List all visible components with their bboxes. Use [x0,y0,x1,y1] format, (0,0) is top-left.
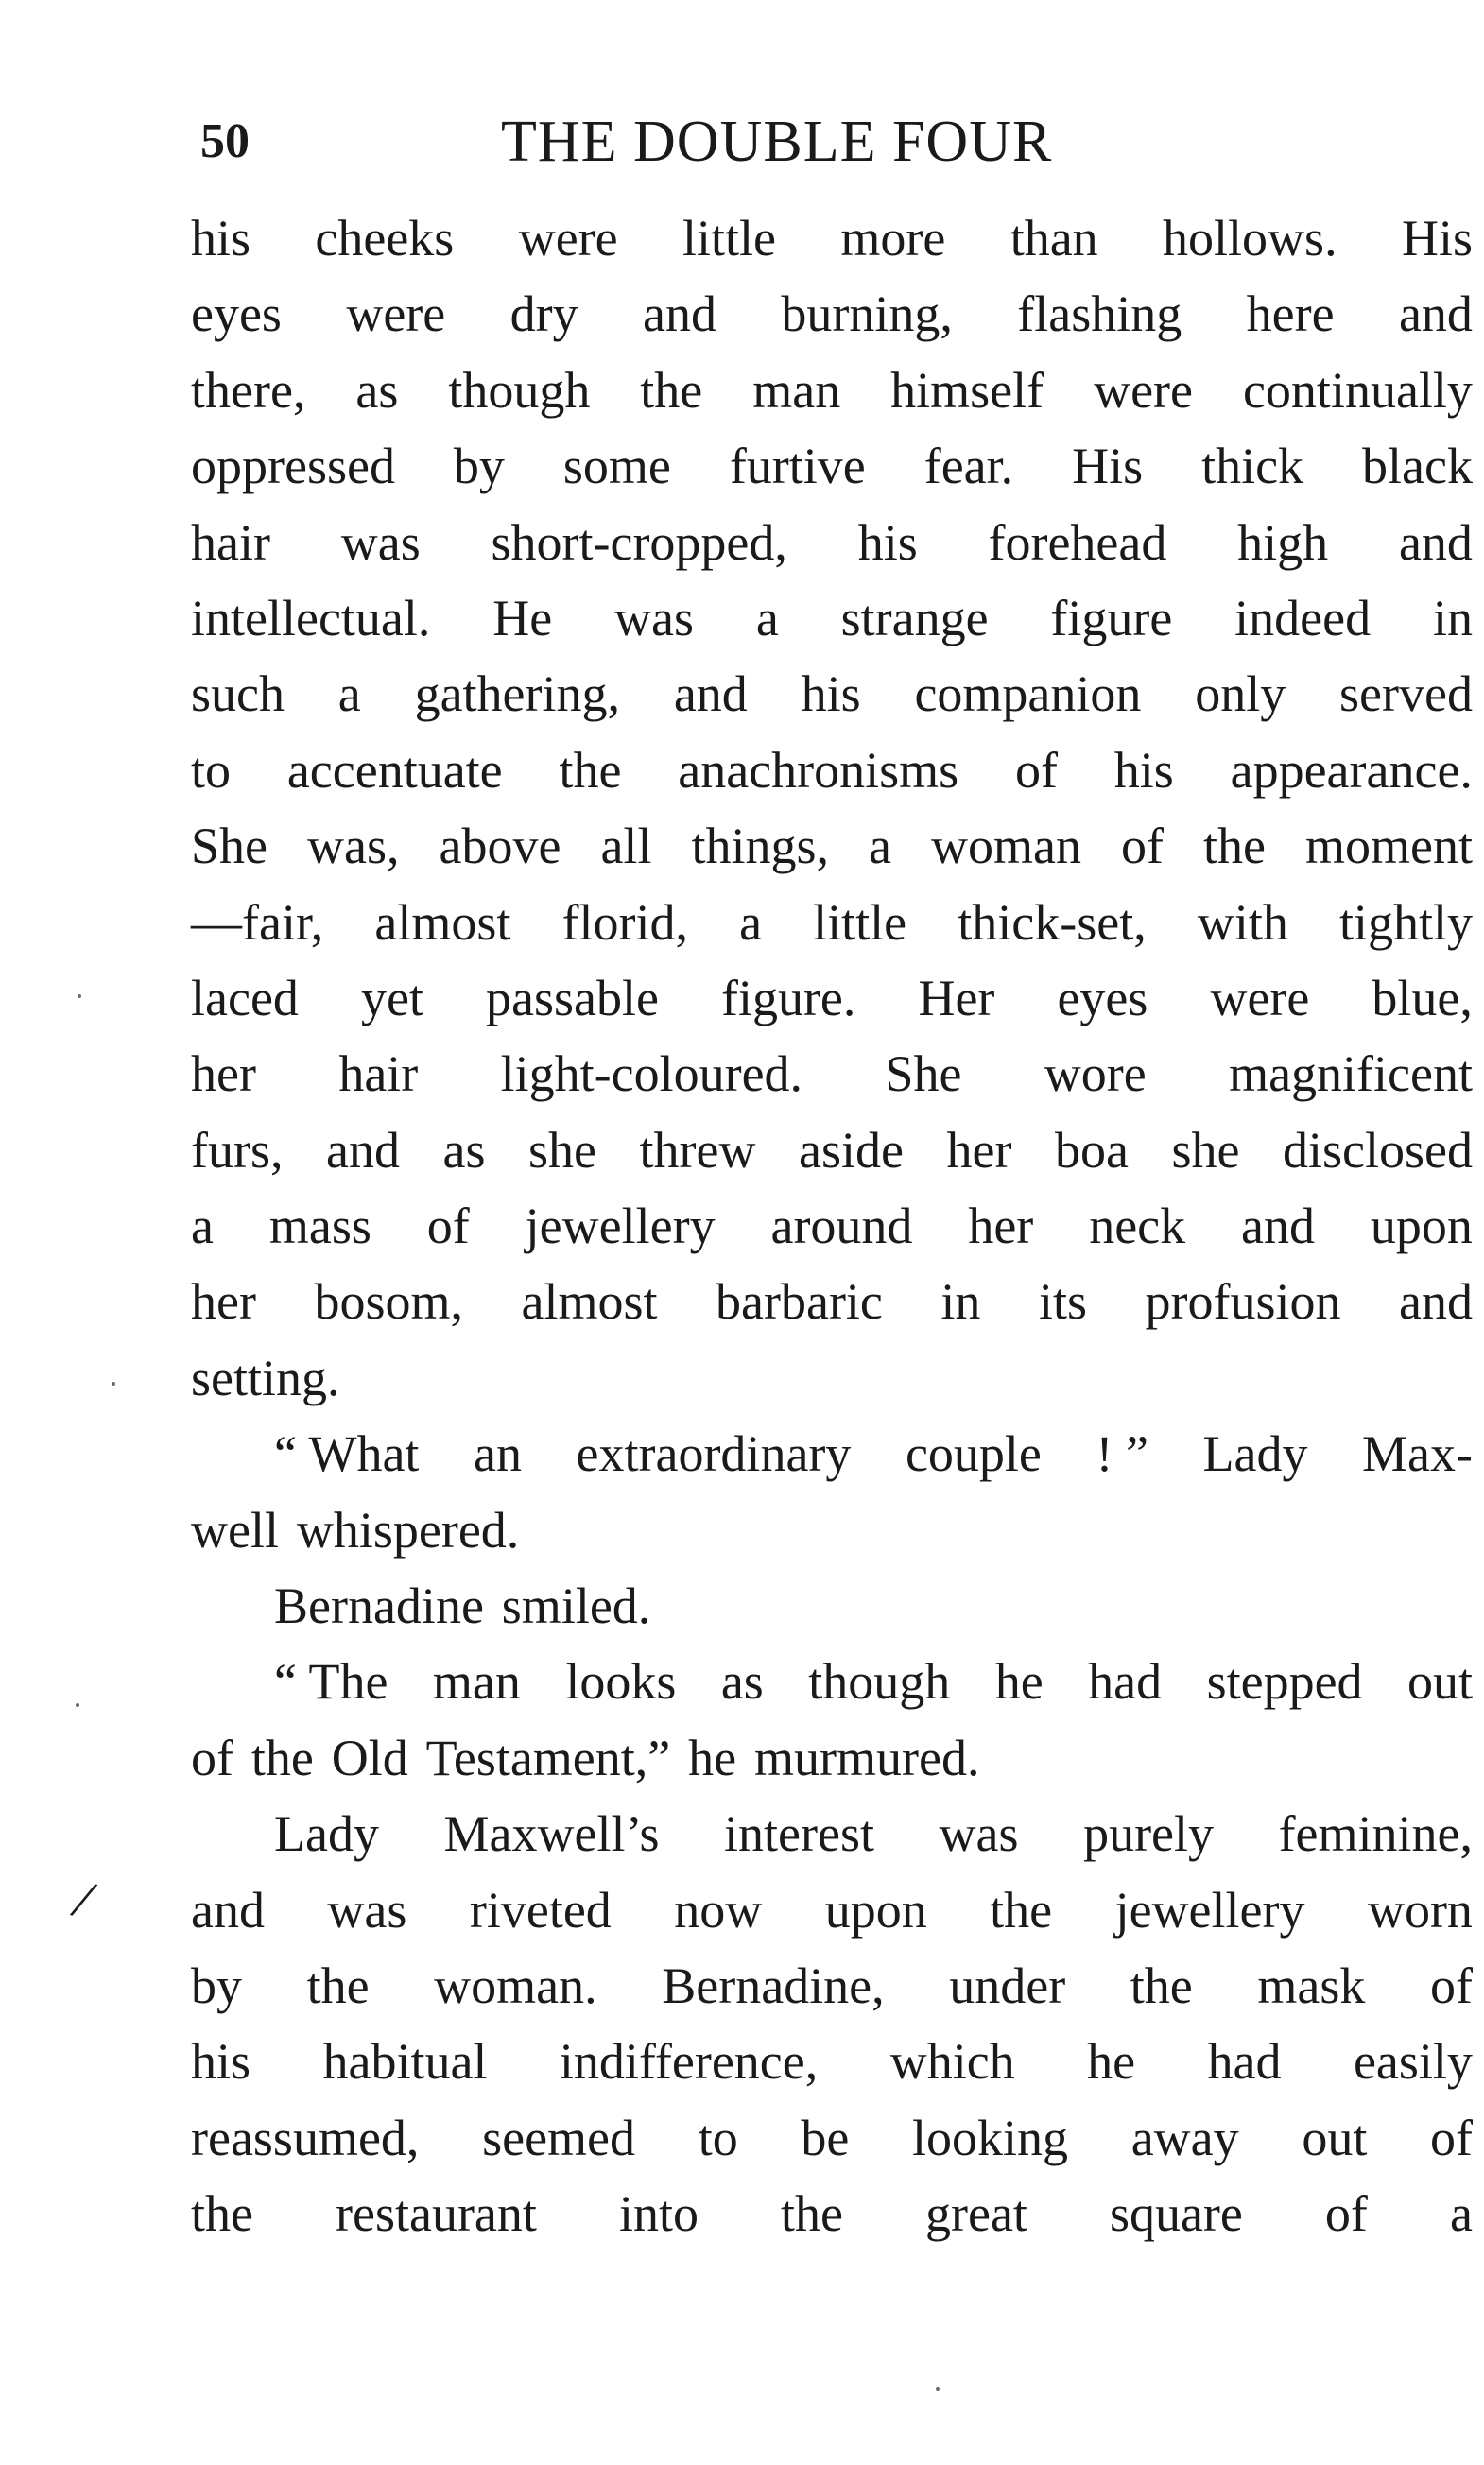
page-number: 50 [200,114,250,168]
text-line [191,2100,1473,2176]
word: light-coloured. [500,1045,803,1103]
word: under [949,1956,1066,2014]
word: barbaric [716,1273,883,1331]
word: out [1406,1653,1473,1711]
word: was [327,1881,407,1939]
word: and [1241,1198,1316,1255]
word: woman [931,818,1081,875]
word: were [346,285,446,343]
word: a [755,589,779,646]
word: a [337,665,361,723]
word: she [528,1121,597,1179]
text-line [191,1720,1473,1796]
word: passable [485,969,659,1026]
word: the [780,2185,843,2243]
word: the [990,1881,1053,1939]
word: and [643,285,716,343]
word: by [191,1956,242,2014]
word: mass [268,1198,371,1255]
word: of [1324,2185,1368,2243]
running-title: THE DOUBLE FOUR [501,110,1053,174]
word: of [191,1729,233,1786]
word: now [674,1881,763,1939]
word: its [1038,1273,1087,1331]
word: his [801,665,861,723]
word: almost [374,893,511,951]
word: in [1432,589,1473,646]
word: burning, [781,285,953,343]
word: furtive [729,438,866,495]
word: great [925,2185,1027,2243]
word: man [432,1653,521,1711]
word: looking [912,2109,1069,2166]
word: to [698,2109,738,2166]
word: there, [191,361,306,419]
word: the [306,1956,370,2014]
word: which [889,2033,1015,2091]
word: flashing [1017,285,1182,343]
text-line [191,1036,1473,1112]
word: some [562,438,671,495]
word: Max- [1362,1425,1473,1483]
text-line [191,1112,1473,1188]
word: eyes [191,285,282,343]
word: figure. [720,969,856,1026]
running-head [200,102,1183,181]
word: her [968,1198,1034,1255]
word: of [1429,1956,1473,2014]
word: and [1399,1273,1473,1331]
word: served [1339,665,1473,723]
word: She [885,1045,962,1103]
text-line [191,1492,1473,1568]
word: looks [565,1653,677,1711]
word: threw [639,1121,756,1179]
word: short-cropped, [491,513,787,571]
text-line [191,505,1473,580]
word: cheeks [315,210,455,267]
word: with [1197,893,1288,951]
word: the [1130,1956,1193,2014]
word: the [1202,818,1266,875]
word: the [559,741,622,799]
word: and [1398,513,1473,571]
word: dry [509,285,578,343]
word: of [1014,741,1058,799]
word: purely [1083,1805,1215,1863]
speck [76,1703,79,1707]
speck [112,1382,115,1386]
text-line [191,885,1473,960]
word: his [857,513,918,571]
word: mask [1257,1956,1366,2014]
text-line [191,1644,1473,1719]
text-line [191,428,1473,504]
word: furs, [191,1121,284,1179]
word: square [1109,2185,1243,2243]
text-line [191,2176,1473,2251]
word: whispered. [296,1501,520,1559]
word: as [355,361,399,419]
word: high [1237,513,1329,571]
text-line [191,656,1473,732]
word: restaurant [336,2185,537,2243]
word: —fair, [191,893,324,951]
word: Her [918,969,995,1026]
word: well [191,1501,279,1559]
word: his [191,2033,251,2091]
word: above [439,818,561,875]
word: were [518,210,618,267]
word: he [688,1729,737,1786]
text-line [191,1340,1473,1416]
word: hollows. [1163,210,1337,267]
word: more [840,210,946,267]
body-text [191,200,1473,2252]
word: black [1362,438,1473,495]
word: all [600,818,652,875]
word: moment [1304,818,1473,875]
word: himself [890,361,1044,419]
word: hair [191,513,270,571]
word: extraordinary [576,1425,852,1483]
word: anachronisms [678,741,959,799]
word: “ The [274,1653,388,1711]
text-line [191,1416,1473,1491]
word: worn [1367,1881,1473,1939]
word: her [946,1121,1012,1179]
word: Old [331,1729,408,1786]
text-line [191,1188,1473,1264]
word: as [720,1653,764,1711]
word: magnificent [1229,1045,1473,1103]
text-line [191,276,1473,352]
word: couple [905,1425,1042,1483]
word: was [939,1805,1019,1863]
word: thick [1201,438,1304,495]
word: yet [360,969,423,1026]
word: away [1130,2109,1239,2166]
text-line [191,580,1473,656]
word: He [492,589,553,646]
word: in [940,1273,981,1331]
word: companion [914,665,1142,723]
word: little [682,210,776,267]
word: florid, [561,893,688,951]
word: ! ” [1096,1425,1148,1483]
word: His [1401,210,1473,267]
word: thick-set, [958,893,1147,951]
word: little [813,893,907,951]
word: figure [1050,589,1173,646]
word: interest [724,1805,874,1863]
word: jewellery [525,1198,716,1255]
word: almost [521,1273,658,1331]
word: aside [799,1121,904,1179]
word: Maxwell’s [443,1805,660,1863]
word: hair [338,1045,419,1103]
word: “ What [274,1425,420,1483]
word: out [1302,2109,1368,2166]
word: was, [307,818,400,875]
word: woman. [434,1956,597,2014]
word: her [191,1045,256,1103]
text-line [191,1796,1473,1871]
word: intellectual. [191,589,431,646]
word: as [442,1121,486,1179]
word: were [1210,969,1310,1026]
word: indifference, [559,2033,819,2091]
word: only [1195,665,1286,723]
word: neck [1089,1198,1186,1255]
word: His [1072,438,1144,495]
text-line [191,1872,1473,1948]
word: man [752,361,841,419]
word: here [1246,285,1335,343]
text-line [191,1948,1473,2024]
word: stepped [1206,1653,1363,1711]
word: Lady [1202,1425,1308,1483]
text-line [191,1264,1473,1339]
word: had [1088,1653,1163,1711]
word: to [191,741,232,799]
word: the [250,1729,314,1786]
word: around [770,1198,913,1255]
word: and [1398,285,1473,343]
word: Testament,” [425,1729,671,1786]
word: indeed [1234,589,1372,646]
speck [936,2387,940,2391]
word: her [191,1273,256,1331]
text-line [191,808,1473,884]
text-line [191,733,1473,808]
word: easily [1353,2033,1473,2091]
word: were [1094,361,1194,419]
word: setting. [191,1349,340,1406]
word: oppressed [191,438,395,495]
word: an [474,1425,522,1483]
text-line [191,353,1473,428]
word: a [739,893,763,951]
word: than [1009,210,1098,267]
word: he [1087,2033,1136,2091]
word: disclosed [1283,1121,1473,1179]
word: wore [1044,1045,1147,1103]
word: continually [1242,361,1473,419]
word: his [191,210,251,267]
word: forehead [988,513,1167,571]
word: strange [840,589,989,646]
word: though [808,1653,951,1711]
text-line [191,2024,1473,2099]
word: a [1449,2185,1473,2243]
word: Bernadine, [662,1956,885,2014]
word: bosom, [314,1273,463,1331]
word: such [191,665,285,723]
word: and [191,1881,265,1939]
word: appearance. [1230,741,1473,799]
word: be [801,2109,850,2166]
word: by [453,438,505,495]
word: profusion [1145,1273,1341,1331]
word: though [448,361,591,419]
margin-pencil-mark: / [69,1870,96,1930]
word: of [426,1198,470,1255]
word: seemed [482,2109,636,2166]
word: and [326,1121,400,1179]
word: was [340,513,421,571]
word: was [614,589,694,646]
word: smiled. [501,1577,651,1635]
word: eyes [1057,969,1148,1026]
word: reassumed, [191,2109,420,2166]
word: the [640,361,703,419]
word: murmured. [754,1729,980,1786]
word: riveted [469,1881,612,1939]
word: and [673,665,748,723]
word: laced [191,969,299,1026]
word: upon [824,1881,927,1939]
word: he [994,1653,1044,1711]
word: She [191,818,267,875]
word: of [1120,818,1164,875]
word: upon [1370,1198,1473,1255]
word: things, [691,818,829,875]
word: boa [1055,1121,1129,1179]
text-line [191,200,1473,276]
word: jewellery [1114,1881,1305,1939]
text-line [191,960,1473,1036]
word: a [191,1198,214,1255]
word: a [869,818,891,875]
word: gathering, [414,665,621,723]
word: had [1207,2033,1282,2091]
word: his [1113,741,1174,799]
word: feminine, [1278,1805,1473,1863]
word: habitual [322,2033,488,2091]
text-line [191,1568,1473,1644]
word: Lady [274,1805,379,1863]
word: fear. [923,438,1014,495]
word: she [1171,1121,1240,1179]
word: blue, [1372,969,1473,1026]
speck [78,994,81,998]
word: of [1430,2109,1473,2166]
word: the [191,2185,253,2243]
word: tightly [1338,893,1473,951]
word: into [618,2185,699,2243]
word: Bernadine [274,1577,484,1635]
word: accentuate [286,741,503,799]
